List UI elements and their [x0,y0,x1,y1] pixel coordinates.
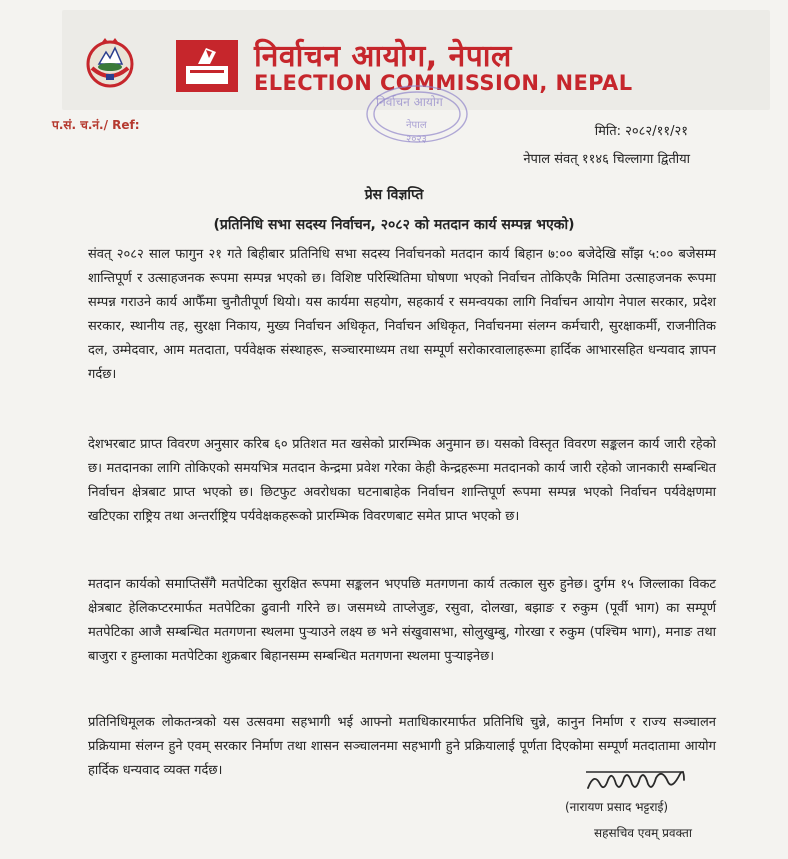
commission-name-nepali: निर्वाचन आयोग, नेपाल [254,39,512,74]
body-paragraph: संवत् २०८२ साल फागुन २१ गते बिहीबार प्रतिनिधि सभा सदस्य निर्वाचनको मतदान कार्य बिहान ७:०० बजेदेखि साँझ ५:०० बजेसम्म शान्तिपूर्ण र उत्साहजनक रूपमा सम्पन्न भएको छ। विशिष्ट परिस्थितिमा घोषणा भएको निर्वाचन तोकिएकै मितिमा उत्साहजनक रूपमा सम्पन्न गराउने कार्य आफैँमा चुनौतीपूर्ण थियो। यस कार्यमा सहयोग, सहकार्य र समन्वयका लागि निर्वाचन आयोग नेपाल सरकार, प्रदेश सरकार, स्थानीय तह, सुरक्षा निकाय, मुख्य निर्वाचन अधिकृत, निर्वाचन अधिकृत, निर्वाचनमा संलग्न कर्मचारी, सुरक्षाकर्मी, राजनीतिक दल, उम्मेदवार, आम मतदाता, पर्यवेक्षक संस्थाहरू, सञ्चारमाध्यम तथा सम्पूर्ण सरोकारवालाहरूमा हार्दिक आभारसहित धन्यवाद ज्ञापन गर्दछ। [88,247,716,382]
reference-number-label: प.सं. च.नं./ Ref: [52,118,140,132]
nepal-emblem-icon [82,34,138,90]
body-paragraph: प्रतिनिधिमूलक लोकतन्त्रको यस उत्सवमा सहभागी भई आफ्नो मताधिकारमार्फत प्रतिनिधि चुन्ने, कानुन निर्माण र राज्य सञ्चालन प्रक्रियामा संलग्न हुने एवम् सरकार निर्माण तथा शासन सञ्चालनमा सहभागी हुने प्रक्रियालाई पूर्णता दिएकोमा सम्पूर्ण मतदातामा आयोग हार्दिक धन्यवाद व्यक्त गर्दछ। [88,715,716,778]
ballot-box-logo-icon [176,40,238,92]
press-release-subject: (प्रतिनिधि सभा सदस्य निर्वाचन, २०८२ को मतदान कार्य सम्पन्न भएको) [213,217,575,233]
body-paragraph: देशभरबाट प्राप्त विवरण अनुसार करिब ६० प्रतिशत मत खसेको प्रारम्भिक अनुमान छ। यसको विस्तृत विवरण सङ्कलन कार्य जारी रहेको छ। मतदानका लागि तोकिएको समयभित्र मतदान केन्द्रमा प्रवेश गरेका केही केन्द्रहरूमा मतदानको कार्य जारी रहेको जानकारी सम्बन्धित निर्वाचन क्षेत्रबाट प्राप्त भएको छ। छिटफुट अवरोधका घटनाबाहेक निर्वाचन शान्तिपूर्ण रूपमा सम्पन्न भएको निर्वाचन पर्यवेक्षणमा खटिएका राष्ट्रिय तथा अन्तर्राष्ट्रिय पर्यवेक्षकहरूको प्रारम्भिक विवरणबाट समेत प्राप्त भएको छ। [88,437,716,524]
press-release-title: प्रेस विज्ञप्ति [364,187,424,203]
svg-text:निर्वाचन आयोग: निर्वाचन आयोग [376,95,443,109]
office-stamp [362,84,472,150]
body-paragraph: मतदान कार्यको समाप्तिसँगै मतपेटिका सुरक्षित रूपमा सङ्कलन भएपछि मतगणना कार्य तत्काल सुरु हुनेछ। दुर्गम १५ जिल्लाका विकट क्षेत्रबाट हेलिकप्टरमार्फत मतपेटिका ढुवानी गरिने छ। जसमध्ये ताप्लेजुङ, रसुवा, दोलखा, बझाङ र रुकुम (पूर्वी भाग) का सम्पूर्ण मतपेटिका आजै सम्बन्धित मतगणना स्थलमा पुऱ्याउने लक्ष्य छ भने संखुवासभा, सोलुखुम्बु, गोरखा र रुकुम (पश्चिम भाग), मनाङ तथा बाजुरा र हुम्लाका मतपेटिका शुक्रबार बिहानसम्म सम्बन्धित मतगणना स्थलमा पुऱ्याइनेछ। [88,577,716,664]
date-line: मिति: २०८२/११/२१ [594,124,688,139]
commission-name-english: ELECTION COMMISSION, NEPAL [254,71,633,95]
svg-text:२०२३: २०२३ [406,134,427,145]
svg-text:नेपाल: नेपाल [406,120,427,131]
signatory-title: सहसचिव एवम् प्रवक्ता [594,826,692,840]
nepal-samvat-date-line: नेपाल संवत् ११४६ चिल्लागा द्वितीया [523,152,690,167]
handwritten-signature [584,766,688,796]
signatory-name: (नारायण प्रसाद भट्टराई) [565,800,669,814]
